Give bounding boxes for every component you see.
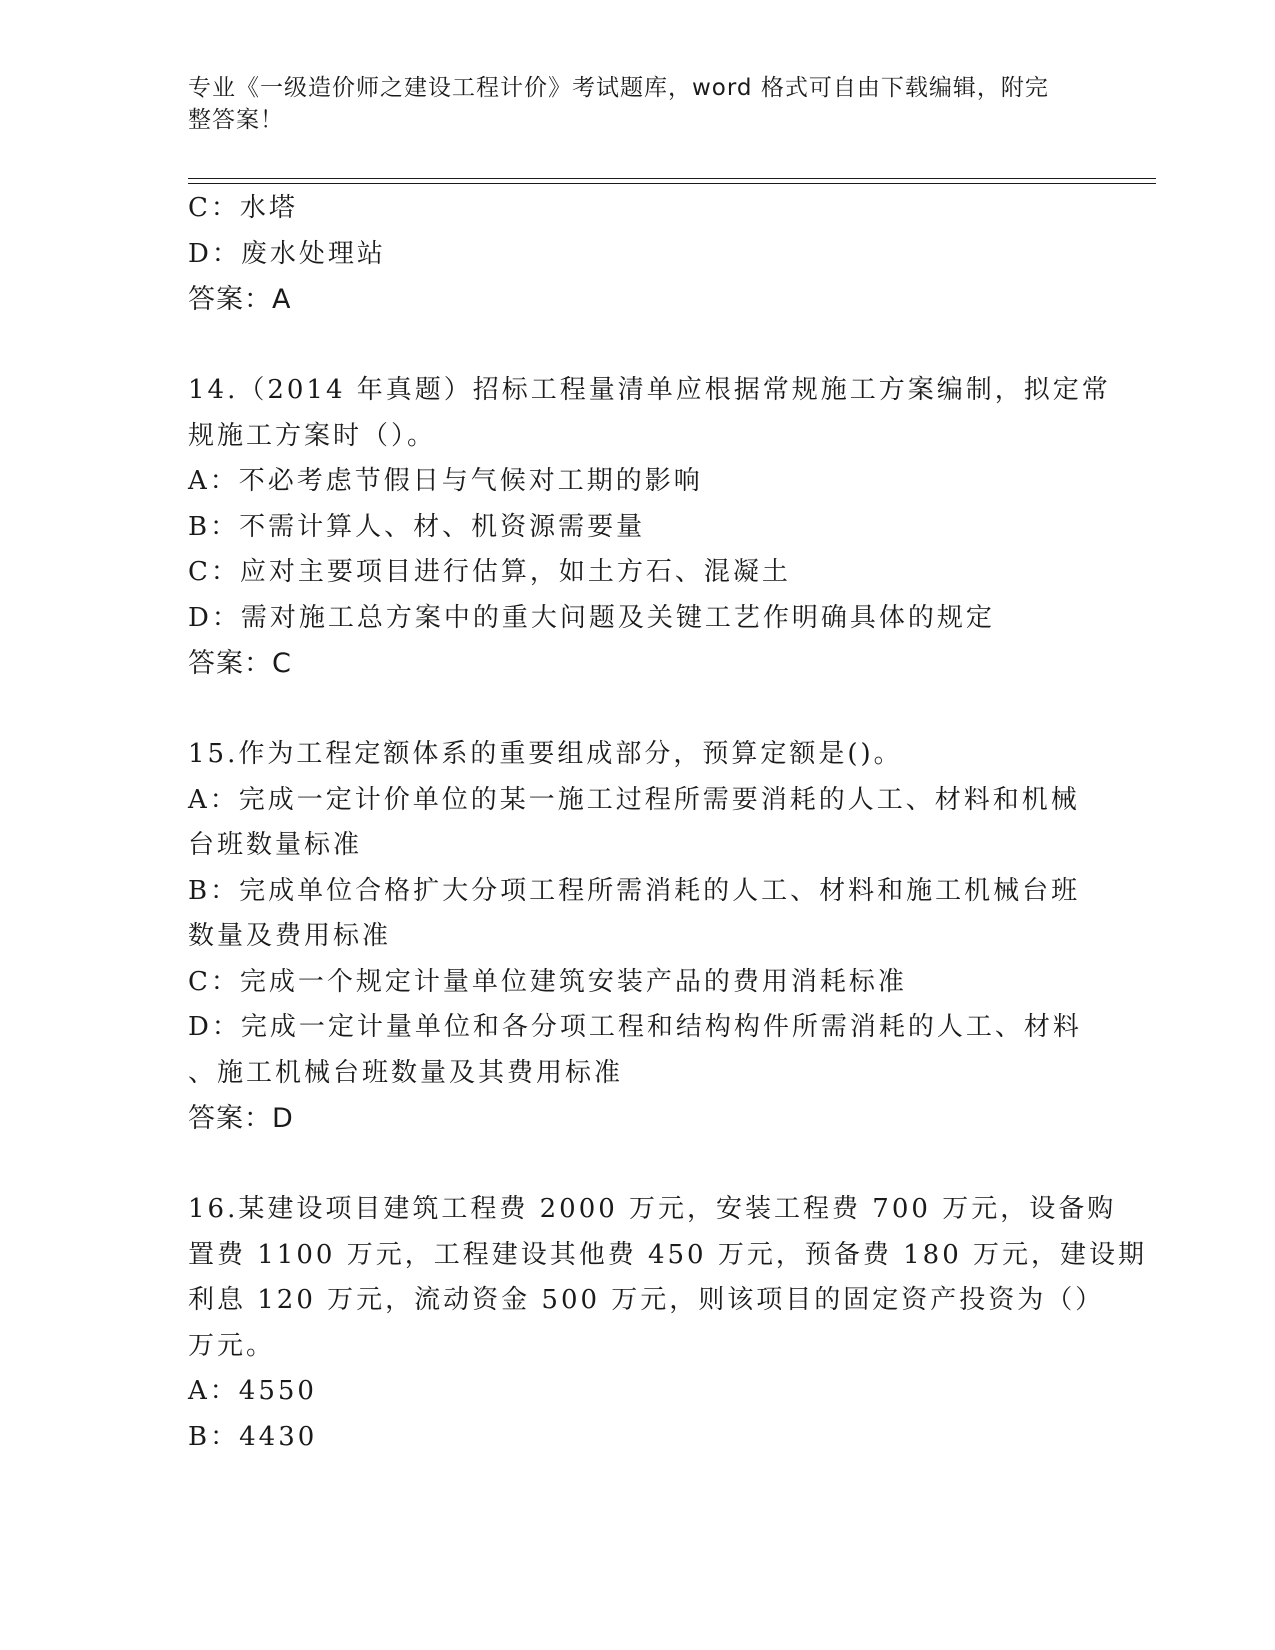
option-b-continued: 数量及费用标准 (188, 921, 392, 951)
question-13-remainder (188, 186, 1088, 323)
question-15 (188, 732, 1088, 1142)
option-d: D：完成一定计量单位和各分项工程和结构构件所需消耗的人工、材料 (188, 1012, 1082, 1042)
question-stem-continued: 规施工方案时（）。 (188, 420, 437, 451)
answer-line: 答案：C (188, 648, 292, 679)
question-stem-continued: 利息 120 万元，流动资金 500 万元，则该项目的固定资产投资为（） (188, 1285, 1105, 1315)
option-d: D：需对施工总方案中的重大问题及关键工艺作明确具体的规定 (188, 602, 995, 633)
option-a: A：不必考虑节假日与气候对工期的影响 (188, 466, 703, 496)
header-line-2: 整答案！ (188, 107, 284, 133)
question-stem: 16.某建设项目建筑工程费 2000 万元，安装工程费 700 万元，设备购 (188, 1194, 1117, 1224)
option-c: C：应对主要项目进行估算，如土方石、混凝土 (188, 557, 791, 587)
spacer (188, 323, 1088, 369)
option-d: D：废水处理站 (188, 238, 386, 269)
answer-line: 答案：D (188, 1103, 294, 1134)
option-a: A：完成一定计价单位的某一施工过程所需要消耗的人工、材料和机械 (188, 784, 1080, 815)
question-stem: 14.（2014 年真题）招标工程量清单应根据常规施工方案编制，拟定常 (188, 375, 1111, 405)
question-14 (188, 368, 1111, 687)
spacer (188, 687, 1088, 733)
question-stem-continued: 万元。 (188, 1330, 276, 1361)
header-line-1: 专业《一级造价师之建设工程计价》考试题库，word 格式可自由下载编辑，附完 (188, 75, 1049, 101)
option-a-continued: 台班数量标准 (188, 830, 363, 860)
option-c: C：完成一个规定计量单位建筑安装产品的费用消耗标准 (188, 966, 907, 997)
option-c: C：水塔 (188, 193, 298, 223)
option-b: B：4430 (188, 1421, 318, 1452)
option-d-continued: 、施工机械台班数量及其费用标准 (188, 1057, 624, 1088)
option-b: B：完成单位合格扩大分项工程所需消耗的人工、材料和施工机械台班 (188, 875, 1081, 906)
header-divider-top (188, 178, 1156, 179)
header-divider-bottom (188, 183, 1156, 184)
question-16 (188, 1187, 1148, 1460)
document-body (188, 186, 1148, 1460)
answer-line: 答案：A (188, 284, 292, 315)
question-stem-continued: 置费 1100 万元，工程建设其他费 450 万元，预备费 180 万元，建设期 (188, 1239, 1148, 1270)
page-header (188, 72, 1068, 136)
option-a: A：4550 (188, 1376, 317, 1406)
spacer (188, 1142, 1088, 1188)
option-b: B：不需计算人、材、机资源需要量 (188, 511, 646, 542)
question-stem: 15.作为工程定额体系的重要组成部分，预算定额是()。 (188, 739, 903, 769)
